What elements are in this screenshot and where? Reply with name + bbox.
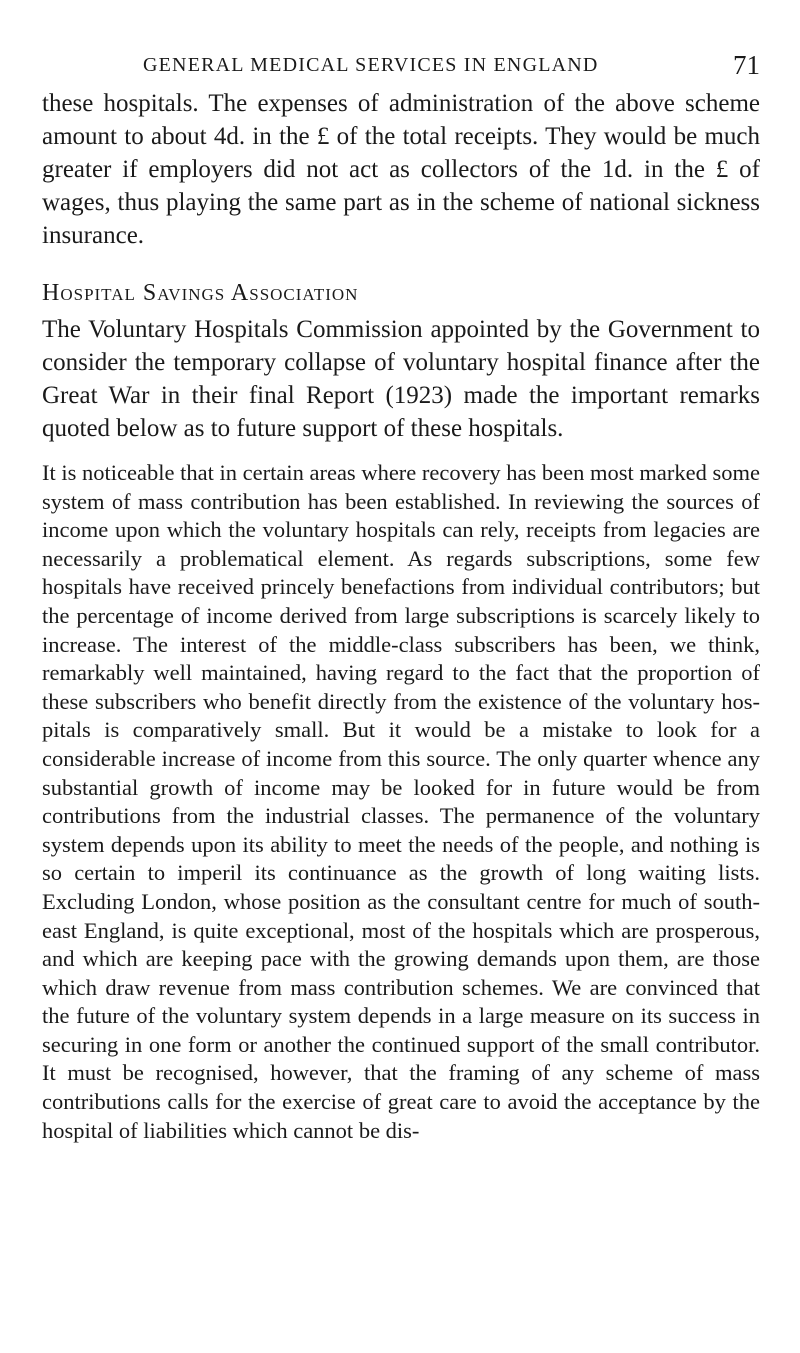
paragraph-commission: The Voluntary Hospitals Commission appointed by the Government to consider the temporary collapse of voluntary hospital finance after the Great War in their final Report (1923) made the important remarks quoted below as to future support of these hospitals. bbox=[42, 316, 760, 442]
section-heading: Hospital Savings Association bbox=[42, 280, 359, 306]
running-title: GENERAL MEDICAL SERVICES IN ENGLAND bbox=[143, 54, 599, 76]
page-number: 71 bbox=[733, 50, 760, 80]
page-body bbox=[42, 87, 760, 1145]
paragraph-opening: these hospitals. The expenses of administration of the above scheme amount to about 4d. in the £ of the total receipts. They would be much greater if employers did not act as collectors of the 1d. in the £ of wages, thus playing the same part as in the scheme of national sickness insurance. bbox=[42, 90, 760, 249]
block-quote: It is noticeable that in certain areas where recovery has been most marked some system of mass contribution has been established. In reviewing the sources of income upon which the voluntary hospitals can rely, receipts from legacies are necessarily a problematical element. As regards subscriptions, some few hospitals have received princely benefactions from individual contributors; but the percentage of income derived from large subscriptions is scarcely likely to increase. The interest of the middle-class subscribers has been, we think, remarkably well maintained, having regard to the fact that the proportion of these subscribers who benefit directly from the existence of the voluntary hospitals is comparatively small. But it would be a mistake to look for a considerable increase of income from this source. The only quarter whence any substantial growth of income may be looked for in future would be from contributions from the industrial classes. The permanence of the voluntary system depends upon its ability to meet the needs of the people, and nothing is so certain to imperil its continuance as the growth of long waiting lists. Excluding London, whose position as the consultant centre for much of south-east England, is quite exceptional, most of the hospitals which are prosperous, and which are keeping pace with the growing demands upon them, are those which draw revenue from mass contribution schemes. We are convinced that the future of the voluntary system depends in a large measure on its success in securing in one form or another the continued support of the small contributor. It must be recognised, however, that the framing of any scheme of mass contributions calls for the exercise of great care to avoid the acceptance by the hospital of liabilities which cannot be dis- bbox=[42, 460, 760, 1143]
running-head bbox=[40, 50, 760, 86]
